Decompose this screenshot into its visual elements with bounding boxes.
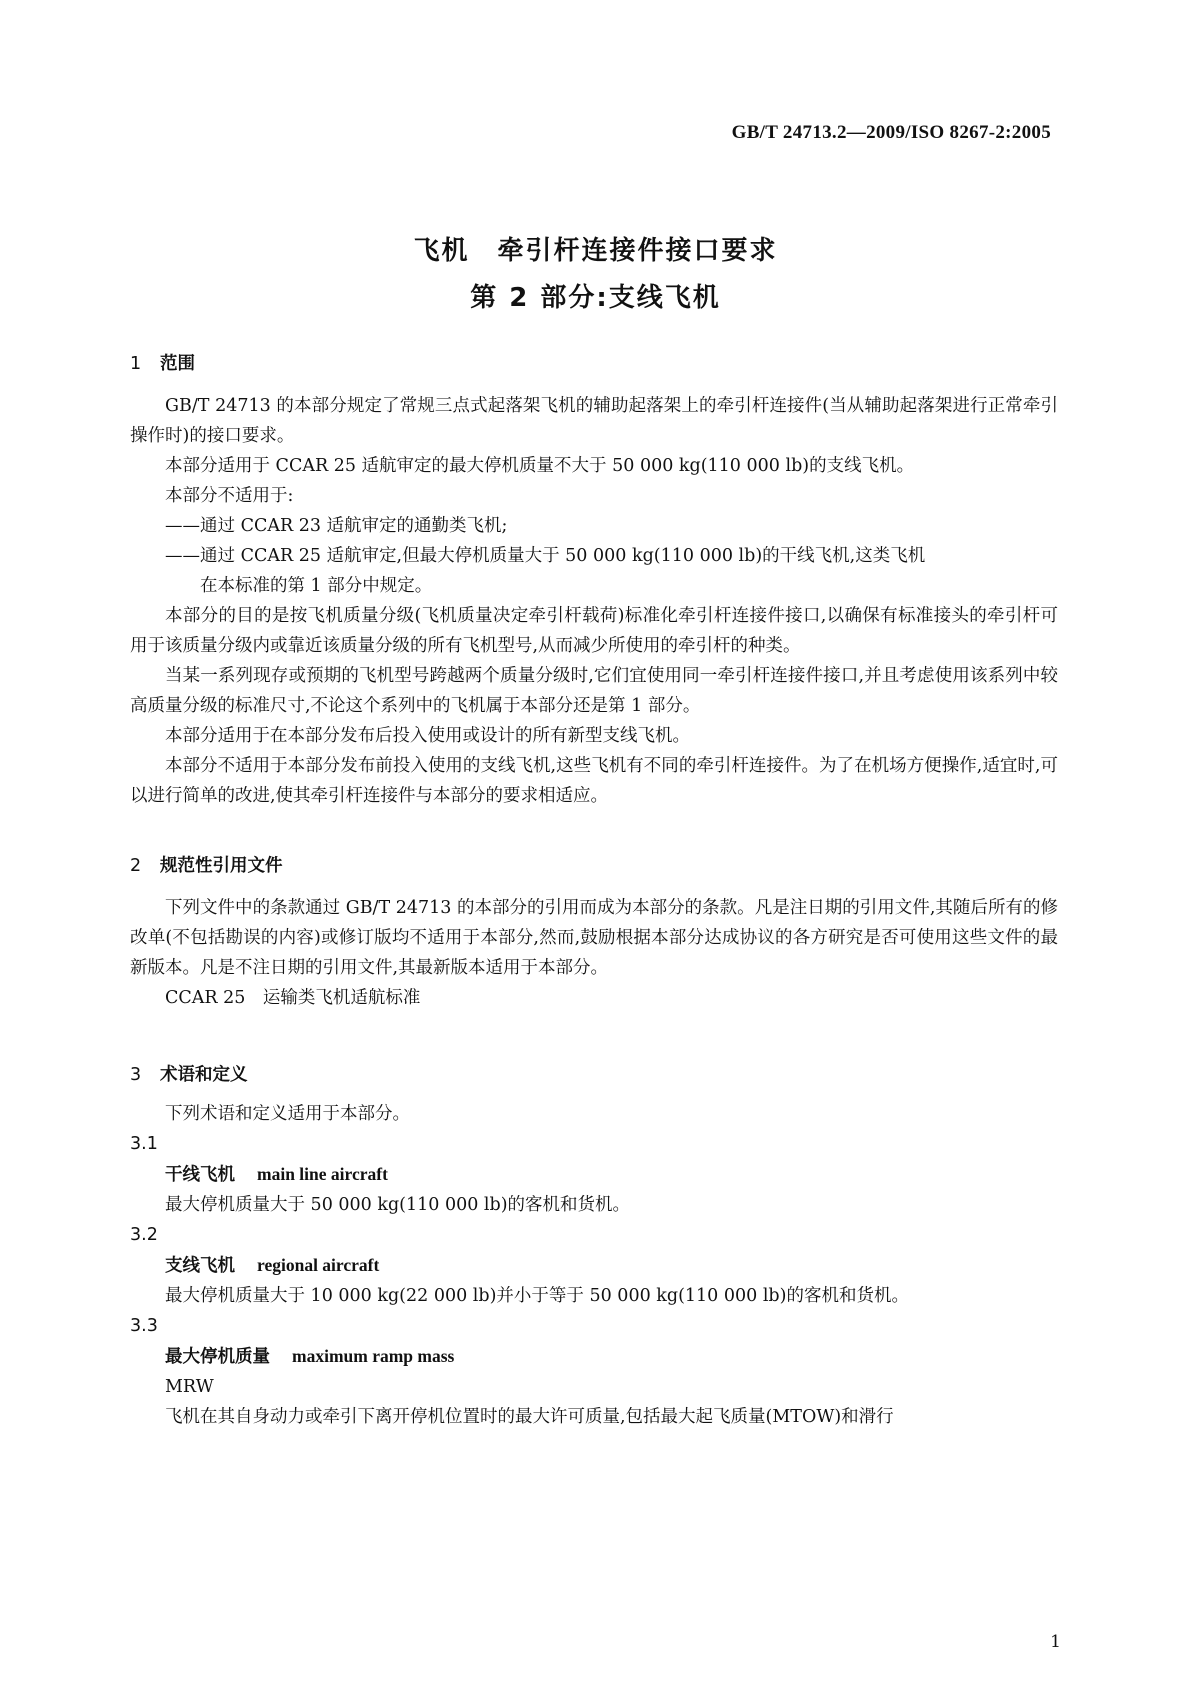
list-item-continuation: 在本标准的第 1 部分中规定。 [200, 576, 433, 596]
standard-code: GB/T 24713.2—2009/ISO 8267-2:2005 [731, 122, 1051, 143]
section-2-title: 规范性引用文件 [160, 856, 283, 876]
section-3-number: 3 [130, 1065, 142, 1085]
document-title: 飞机 牵引杆连接件接口要求 [413, 236, 778, 266]
paragraph: 本部分适用于 CCAR 25 适航审定的最大停机质量不大于 50 000 kg(110 000 lb)的支线飞机。 [165, 456, 915, 476]
document-subtitle: 第 2 部分:支线飞机 [470, 283, 721, 313]
section-2-body [130, 893, 1058, 1013]
page-number: 1 [1050, 1632, 1061, 1652]
term-zh: 最大停机质量 [165, 1347, 270, 1367]
term-definition: 最大停机质量大于 10 000 kg(22 000 lb)并小于等于 50 000 kg(110 000 lb)的客机和货机。 [165, 1286, 909, 1306]
term-abbreviation: MRW [165, 1377, 214, 1397]
term-zh: 支线飞机 [165, 1256, 235, 1276]
section-1-body [130, 391, 1058, 811]
paragraph: 本部分不适用于: [165, 486, 294, 506]
term-en: maximum ramp mass [292, 1346, 455, 1366]
paragraph: 本部分的目的是按飞机质量分级(飞机质量决定牵引杆载荷)标准化牵引杆连接件接口,以确保有标准接头的牵引杆可用于该质量分级内或靠近该质量分级的所有飞机型号,从而减少所使用的牵引杆的种类。 [130, 606, 1058, 656]
section-2 [130, 852, 1058, 877]
section-2-number: 2 [130, 856, 142, 876]
term-entry [130, 1159, 1058, 1190]
paragraph: 下列文件中的条款通过 GB/T 24713 的本部分的引用而成为本部分的条款。凡是注日期的引用文件,其随后所有的修改单(不包括勘误的内容)或修订版均不适用于本部分,然而,鼓励根据本部分达成协议的各方研究是否可使用这些文件的最新版本。凡是不注日期的引用文件,其最新版本适用于本部分。 [130, 898, 1058, 978]
term-number: 3.3 [130, 1316, 158, 1336]
paragraph: 本部分适用于在本部分发布后投入使用或设计的所有新型支线飞机。 [165, 726, 690, 746]
paragraph: 当某一系列现存或预期的飞机型号跨越两个质量分级时,它们宜使用同一牵引杆连接件接口,并且考虑使用该系列中较高质量分级的标准尺寸,不论这个系列中的飞机属于本部分还是第 1 部分。 [130, 666, 1058, 716]
paragraph: 本部分不适用于本部分发布前投入使用的支线飞机,这些飞机有不同的牵引杆连接件。为了在机场方便操作,适宜时,可以进行简单的改进,使其牵引杆连接件与本部分的要求相适应。 [130, 756, 1058, 806]
section-3-title: 术语和定义 [160, 1065, 248, 1085]
section-1-heading [130, 350, 1058, 375]
term-en: regional aircraft [257, 1255, 380, 1275]
section-3-heading [130, 1061, 1058, 1086]
list-item: ——通过 CCAR 23 适航审定的通勤类飞机; [165, 516, 508, 536]
term-number: 3.1 [130, 1134, 158, 1154]
list-item: ——通过 CCAR 25 适航审定,但最大停机质量大于 50 000 kg(110 000 lb)的干线飞机,这类飞机 [165, 546, 926, 566]
term-entry [130, 1250, 1058, 1281]
term-definition: 最大停机质量大于 50 000 kg(110 000 lb)的客机和货机。 [165, 1195, 631, 1215]
reference-entry: CCAR 25 运输类飞机适航标准 [165, 988, 421, 1008]
section-2-heading [130, 852, 1058, 877]
paragraph: 下列术语和定义适用于本部分。 [165, 1104, 410, 1124]
section-3-body [130, 1099, 1058, 1432]
term-entry [130, 1341, 1058, 1372]
term-definition: 飞机在其自身动力或牵引下离开停机位置时的最大许可质量,包括最大起飞质量(MTOW)和滑行 [165, 1407, 894, 1427]
section-3 [130, 1061, 1058, 1086]
section-1-number: 1 [130, 354, 142, 374]
paragraph: GB/T 24713 的本部分规定了常规三点式起落架飞机的辅助起落架上的牵引杆连接件(当从辅助起落架进行正常牵引操作时)的接口要求。 [130, 396, 1058, 446]
term-zh: 干线飞机 [165, 1165, 235, 1185]
section-1-title: 范围 [160, 354, 195, 374]
term-en: main line aircraft [257, 1164, 388, 1184]
term-number: 3.2 [130, 1225, 158, 1245]
section-1 [130, 350, 1058, 375]
